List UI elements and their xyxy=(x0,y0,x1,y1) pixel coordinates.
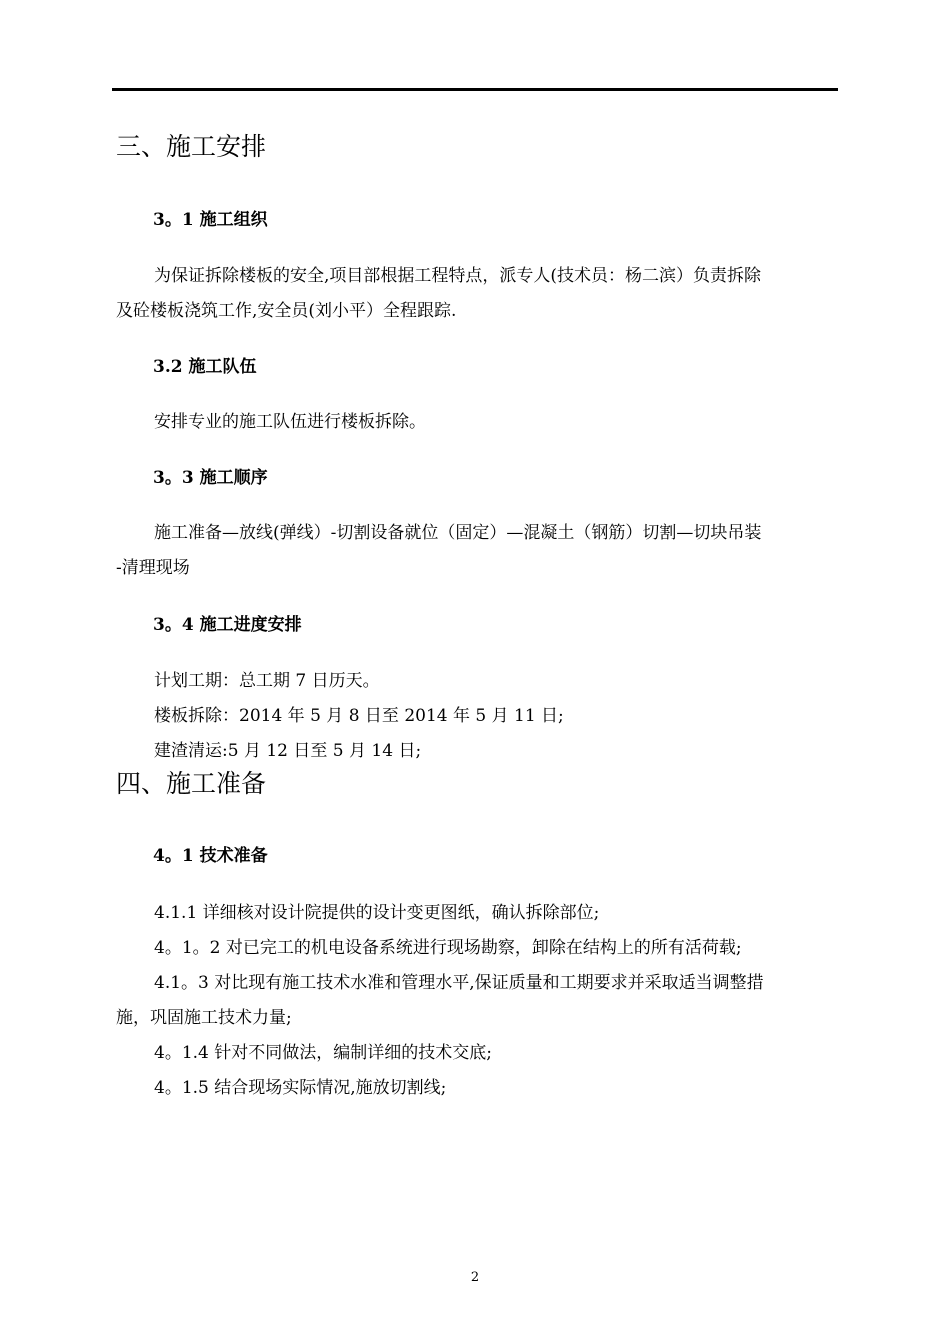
section-4-title: 四、施工准备 xyxy=(116,769,267,798)
section-3-3-text-line-1: 施工准备—放线(弹线）-切割设备就位（固定）—混凝土（钢筋）切割—切块吊装 xyxy=(154,523,762,543)
section-3-1-text-line-2: 及砼楼板浇筑工作,安全员(刘小平）全程跟踪. xyxy=(116,301,457,321)
section-3-2-text: 安排专业的施工队伍进行楼板拆除。 xyxy=(154,412,426,432)
section-3-3-heading: 3。3 施工顺序 xyxy=(153,468,268,488)
tech-item-1: 4.1.1 详细核对设计院提供的设计变更图纸，确认拆除部位; xyxy=(154,903,600,923)
section-4-1-heading: 4。1 技术准备 xyxy=(153,846,268,866)
tech-item-3-line-2: 施，巩固施工技术力量; xyxy=(116,1008,292,1028)
schedule-line-2: 楼板拆除：2014 年 5 月 8 日至 2014 年 5 月 11 日; xyxy=(154,706,564,726)
tech-item-4: 4。1.4 针对不同做法，编制详细的技术交底; xyxy=(154,1043,492,1063)
header-rule xyxy=(112,88,838,91)
section-3-2-heading: 3.2 施工队伍 xyxy=(153,357,257,377)
section-3-1-text-line-1: 为保证拆除楼板的安全,项目部根据工程特点，派专人(技术员：杨二滨）负责拆除 xyxy=(154,266,762,286)
schedule-line-1: 计划工期：总工期 7 日历天。 xyxy=(154,671,380,691)
section-3-4-heading: 3。4 施工进度安排 xyxy=(153,615,302,635)
section-3-title: 三、施工安排 xyxy=(116,132,267,161)
tech-item-5: 4。1.5 结合现场实际情况,施放切割线; xyxy=(154,1078,447,1098)
schedule-line-3: 建渣清运:5 月 12 日至 5 月 14 日; xyxy=(154,741,422,761)
section-3-3-text-line-2: -清理现场 xyxy=(116,558,190,578)
tech-item-3-line-1: 4.1。3 对比现有施工技术水准和管理水平,保证质量和工期要求并采取适当调整措 xyxy=(154,973,764,993)
section-3-1-heading: 3。1 施工组织 xyxy=(153,210,268,230)
tech-item-2: 4。1。2 对已完工的机电设备系统进行现场勘察，卸除在结构上的所有活荷载; xyxy=(154,938,742,958)
page-number: 2 xyxy=(470,1270,480,1285)
